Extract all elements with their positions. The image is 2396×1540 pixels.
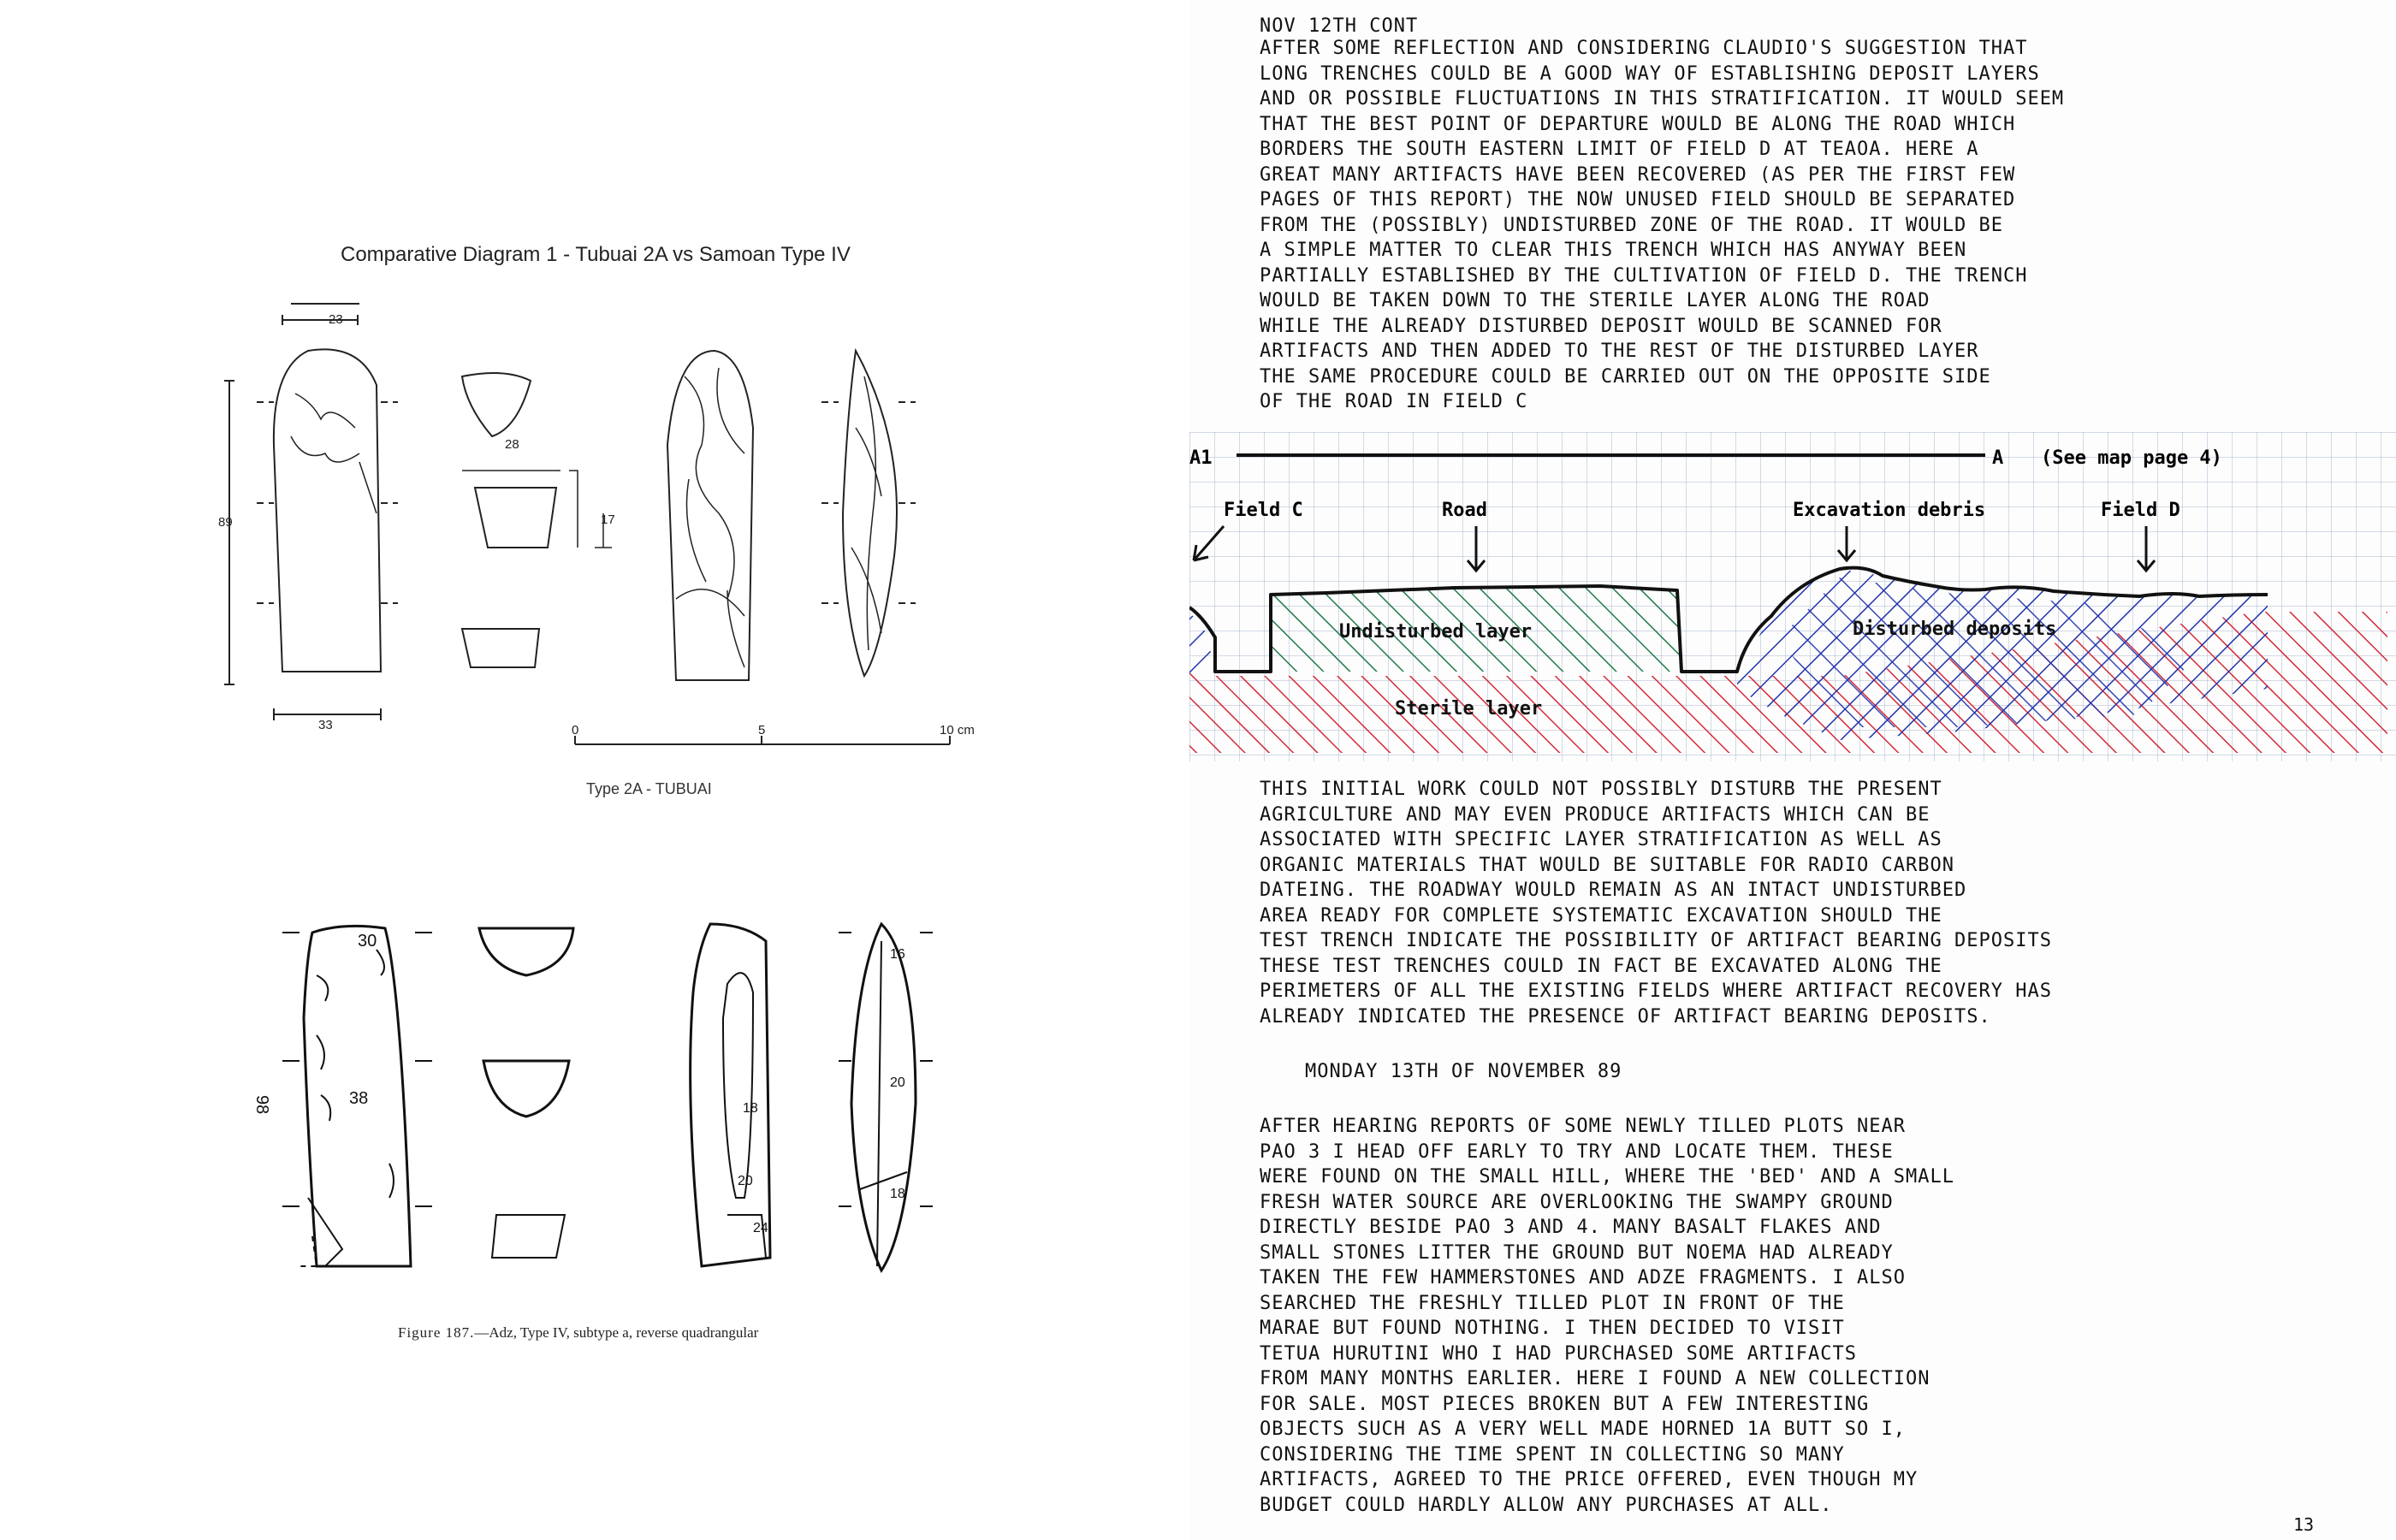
- dim-length: 89: [218, 515, 233, 530]
- dim-section-width: 28: [505, 437, 519, 452]
- handwritten-line: OBJECTS SUCH AS A VERY WELL MADE HORNED 1A BUTT SO I,: [1260, 1419, 1906, 1440]
- handwritten-line: PAGES OF THIS REPORT) THE NOW UNUSED FIELD SHOULD BE SEPARATED: [1260, 189, 2016, 210]
- trench-section-diagram: [1189, 432, 2396, 761]
- handwritten-line: WERE FOUND ON THE SMALL HILL, WHERE THE 'BED' AND A SMALL: [1260, 1166, 1954, 1188]
- handwritten-line: TAKEN THE FEW HAMMERSTONES AND ADZE FRAGMENTS. I ALSO: [1260, 1267, 1906, 1288]
- handwritten-line: THESE TEST TRENCHES COULD IN FACT BE EXCAVATED ALONG THE: [1260, 955, 1942, 977]
- handwritten-line: AND OR POSSIBLE FLUCTUATIONS IN THIS STRATIFICATION. IT WOULD SEEM: [1260, 88, 2065, 110]
- entry-date-monday: [1305, 1059, 1622, 1085]
- label-disturbed-deposits: Disturbed deposits: [1853, 619, 2057, 640]
- label-a: A: [1992, 447, 2004, 469]
- header-line: NOV 12TH CONT: [1260, 15, 1419, 37]
- handwritten-line: TEST TRENCH INDICATE THE POSSIBILITY OF ARTIFACT BEARING DEPOSITS: [1260, 930, 2052, 951]
- handwritten-line: FOR SALE. MOST PIECES BROKEN BUT A FEW INTERESTING: [1260, 1393, 1870, 1415]
- handwritten-line: CONSIDERING THE TIME SPENT IN COLLECTING SO MANY: [1260, 1443, 1845, 1466]
- handwritten-line: AFTER HEARING REPORTS OF SOME NEWLY TILLED PLOTS NEAR: [1260, 1116, 1906, 1137]
- tubuai-adze-drawings: [0, 0, 1189, 753]
- dim-b-width: 38: [349, 1089, 369, 1108]
- handwritten-line: PAO 3 I HEAD OFF EARLY TO TRY AND LOCATE THEM. THESE: [1260, 1140, 1894, 1163]
- handwritten-line: AREA READY FOR COMPLETE SYSTEMATIC EXCAVATION SHOULD THE: [1260, 904, 1942, 927]
- scale-mid: 5: [758, 723, 766, 737]
- handwritten-line: ALREADY INDICATED THE PRESENCE OF ARTIFACT BEARING DEPOSITS.: [1260, 1005, 1991, 1028]
- dim-b-length: 98: [252, 1095, 271, 1115]
- handwritten-line: AFTER SOME REFLECTION AND CONSIDERING CLAUDIO'S SUGGESTION THAT: [1260, 38, 2028, 59]
- adze-front-outline: [274, 349, 381, 672]
- date-line: MONDAY 13TH OF NOVEMBER 89: [1305, 1061, 1622, 1082]
- label-field-c: Field C: [1224, 500, 1303, 521]
- dim-bottom-width: 33: [318, 718, 333, 732]
- label-field-d: Field D: [2101, 500, 2180, 521]
- handwritten-line: WHILE THE ALREADY DISTURBED DEPOSIT WOULD BE SCANNED FOR: [1260, 315, 1942, 337]
- handwritten-line: ARTIFACTS, AGREED TO THE PRICE OFFERED, EVEN THOUGH MY: [1260, 1469, 1919, 1490]
- handwritten-line: WOULD BE TAKEN DOWN TO THE STERILE LAYER ALONG THE ROAD: [1260, 290, 1930, 311]
- figure-187-caption: [398, 1324, 758, 1342]
- handwritten-line: PERIMETERS OF ALL THE EXISTING FIELDS WHERE ARTIFACT RECOVERY HAS: [1260, 980, 2052, 1002]
- scale-zero: 0: [572, 723, 579, 737]
- label-see-map: (See map page 4): [2041, 447, 2222, 469]
- handwritten-line: AGRICULTURE AND MAY EVEN PRODUCE ARTIFACTS WHICH CAN BE: [1260, 803, 1930, 826]
- label-excavation-debris: Excavation debris: [1793, 500, 1986, 521]
- handwritten-line: ARTIFACTS AND THEN ADDED TO THE REST OF THE DISTURBED LAYER: [1260, 341, 1979, 362]
- handwritten-line: TETUA HURUTINI WHO I HAD PURCHASED SOME ARTIFACTS: [1260, 1342, 1858, 1365]
- handwritten-line: FROM THE (POSSIBLY) UNDISTURBED ZONE OF THE ROAD. IT WOULD BE: [1260, 214, 2003, 236]
- handwritten-line: BUDGET COULD HARDLY ALLOW ANY PURCHASES AT ALL.: [1260, 1494, 1833, 1516]
- handwritten-line: PARTIALLY ESTABLISHED BY THE CULTIVATION OF FIELD D. THE TRENCH: [1260, 264, 2028, 287]
- paragraph-2: [1260, 777, 2052, 1029]
- dim-b-f: 24: [753, 1221, 768, 1235]
- figure-caption-label: Figure 187.: [398, 1324, 475, 1341]
- handwritten-line: THE SAME PROCEDURE COULD BE CARRIED OUT ON THE OPPOSITE SIDE: [1260, 365, 1991, 388]
- handwritten-line: THIS INITIAL WORK COULD NOT POSSIBLY DISTURB THE PRESENT: [1260, 779, 1942, 800]
- scale-end: 10 cm: [940, 723, 975, 737]
- page-number: 13: [2293, 1514, 2315, 1535]
- handwritten-line: FROM MANY MONTHS EARLIER. HERE I FOUND A NEW COLLECTION: [1260, 1368, 1930, 1389]
- handwritten-line: SMALL STONES LITTER THE GROUND BUT NOEMA HAD ALREADY: [1260, 1241, 1894, 1264]
- handwritten-line: ORGANIC MATERIALS THAT WOULD BE SUITABLE FOR RADIO CARBON: [1260, 854, 1954, 876]
- handwritten-line: THAT THE BEST POINT OF DEPARTURE WOULD BE ALONG THE ROAD WHICH: [1260, 113, 2016, 135]
- dim-section-thickness: 17: [601, 512, 615, 527]
- handwritten-line: FRESH WATER SOURCE ARE OVERLOOKING THE SWAMPY GROUND: [1260, 1191, 1894, 1213]
- handwritten-line: LONG TRENCHES COULD BE A GOOD WAY OF ESTABLISHING DEPOSIT LAYERS: [1260, 62, 2040, 85]
- paragraph-3: [1260, 1114, 1954, 1518]
- label-sterile-layer: Sterile layer: [1395, 698, 1543, 720]
- handwritten-line: GREAT MANY ARTIFACTS HAVE BEEN RECOVERED (AS PER THE FIRST FEW: [1260, 163, 2016, 186]
- type-2a-caption: Type 2A - TUBUAI: [586, 780, 712, 797]
- handwritten-line: MARAE BUT FOUND NOTHING. I THEN DECIDED TO VISIT: [1260, 1318, 1845, 1339]
- label-undisturbed-layer: Undisturbed layer: [1339, 621, 1533, 643]
- paragraph-1: [1260, 36, 2064, 415]
- label-a1: A1: [1189, 447, 1213, 469]
- dim-b-i: 18: [890, 1187, 905, 1201]
- comparative-diagram-title: Comparative Diagram 1 - Tubuai 2A vs Samoan Type IV: [341, 243, 851, 266]
- handwritten-line: DATEING. THE ROADWAY WOULD REMAIN AS AN INTACT UNDISTURBED: [1260, 880, 1967, 901]
- dim-b-h: 20: [890, 1075, 905, 1090]
- dim-b-g: 16: [890, 947, 905, 962]
- handwritten-line: OF THE ROAD IN FIELD C: [1260, 391, 1528, 412]
- left-page-scan: [0, 0, 1189, 1540]
- figure-caption-text: —Adz, Type IV, subtype a, reverse quadrangular: [474, 1324, 759, 1341]
- handwritten-line: SEARCHED THE FRESHLY TILLED PLOT IN FRONT OF THE: [1260, 1292, 1845, 1314]
- dim-b-e: 20: [738, 1174, 753, 1188]
- right-page-notebook: [1189, 0, 2396, 1540]
- handwritten-line: DIRECTLY BESIDE PAO 3 AND 4. MANY BASALT FLAKES AND: [1260, 1217, 1882, 1238]
- dim-b-a: 30: [358, 932, 377, 951]
- label-road: Road: [1442, 500, 1487, 521]
- dim-top-width: 23: [329, 312, 343, 327]
- handwritten-line: ASSOCIATED WITH SPECIFIC LAYER STRATIFICATION AS WELL AS: [1260, 829, 1942, 850]
- handwritten-line: A SIMPLE MATTER TO CLEAR THIS TRENCH WHICH HAS ANYWAY BEEN: [1260, 240, 1967, 261]
- dim-b-d: 18: [743, 1101, 758, 1116]
- handwritten-line: BORDERS THE SOUTH EASTERN LIMIT OF FIELD D AT TEAOA. HERE A: [1260, 139, 1979, 160]
